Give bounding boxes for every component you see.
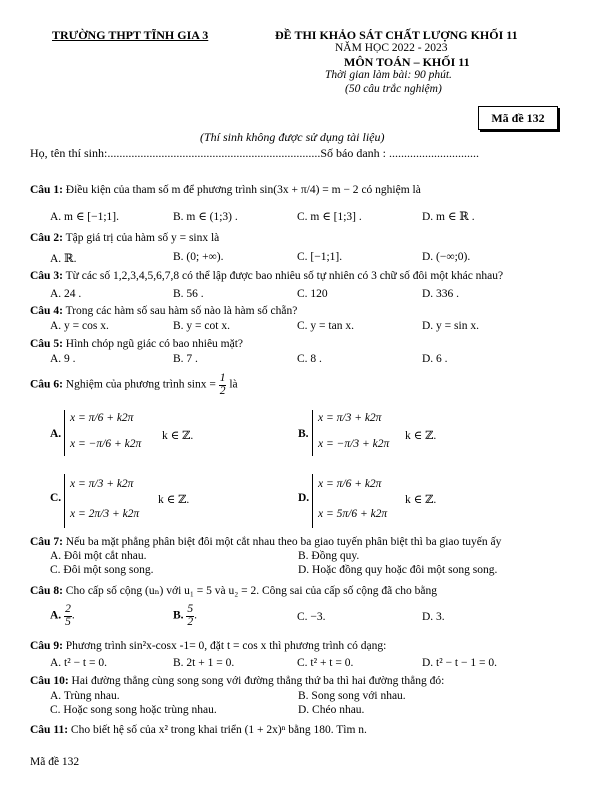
q8-option-d[interactable]: D. 3. (422, 611, 445, 623)
q7-option-b[interactable]: B. Đồng quy. (298, 550, 360, 562)
q1-option-d[interactable]: D. m ∈ ℝ . (422, 211, 475, 223)
q3-option-a[interactable]: A. 24 . (50, 288, 82, 300)
q1-equation: sin(3x + π/4) = m − 2 (259, 184, 359, 196)
exam-code-box: Mã đề 132 (478, 106, 558, 130)
time-limit: Thời gian làm bài: 90 phút. (325, 69, 452, 81)
q6-option-a-system[interactable]: x = π/6 + k2π x = −π/6 + k2π (64, 408, 144, 456)
q1-option-c[interactable]: C. m ∈ [1;3] . (297, 211, 362, 223)
q10-option-c[interactable]: C. Hoặc song song hoặc trùng nhau. (50, 704, 217, 716)
question-2: Câu 2: Tập giá trị của hàm số y = sinx là (30, 232, 220, 244)
q9-option-d[interactable]: D. t² − t − 1 = 0. (422, 657, 497, 669)
q6-option-d-label[interactable]: D. (298, 492, 310, 504)
exam-title: ĐỀ THI KHẢO SÁT CHẤT LƯỢNG KHỐI 11 (275, 28, 518, 42)
subject: MÔN TOÁN – KHỐI 11 (344, 55, 470, 69)
q10-option-a[interactable]: A. Trùng nhau. (50, 690, 120, 702)
q9-option-c[interactable]: C. t² + t = 0. (297, 657, 354, 669)
q10-option-d[interactable]: D. Chéo nhau. (298, 704, 365, 716)
q6-option-d-system[interactable]: x = π/6 + k2π x = 5π/6 + k2π (312, 472, 392, 530)
q6-option-b-k: k ∈ ℤ. (405, 430, 437, 442)
q4-option-d[interactable]: D. y = sin x. (422, 320, 479, 332)
q3-option-b[interactable]: B. 56 . (173, 288, 204, 300)
question-9: Câu 9: Phương trình sin²x-cosx -1= 0, đặt t = cos x thì phương trình có dạng: (30, 640, 387, 652)
q7-option-c[interactable]: C. Đôi một song song. (50, 564, 154, 576)
q9-option-b[interactable]: B. 2t + 1 = 0. (173, 657, 235, 669)
question-5: Câu 5: Hình chóp ngũ giác có bao nhiêu mặt? (30, 338, 244, 350)
q8-option-c[interactable]: C. −3. (297, 611, 326, 623)
question-4: Câu 4: Trong các hàm số sau hàm số nào là hàm số chẵn? (30, 305, 298, 317)
q6-option-c-system[interactable]: x = π/3 + k2π x = 2π/3 + k2π (64, 472, 144, 530)
q4-option-b[interactable]: B. y = cot x. (173, 320, 230, 332)
question-count: (50 câu trắc nghiệm) (345, 83, 442, 95)
q10-option-b[interactable]: B. Song song với nhau. (298, 690, 406, 702)
student-info-line: Họ, tên thí sinh:.......................................................................Số báo danh : .............................. (30, 146, 479, 160)
q2-option-b[interactable]: B. (0; +∞). (173, 251, 224, 263)
q9-option-a[interactable]: A. t² − t = 0. (50, 657, 107, 669)
q6-fraction: $\frac{1}{2}$ (219, 372, 226, 397)
school-year: NĂM HỌC 2022 - 2023 (335, 42, 448, 54)
q3-option-d[interactable]: D. 336 . (422, 288, 460, 300)
q1-option-a[interactable]: A. m ∈ [−1;1]. (50, 211, 119, 223)
q5-option-d[interactable]: D. 6 . (422, 353, 448, 365)
q2-option-c[interactable]: C. [−1;1]. (297, 251, 343, 263)
q4-option-a[interactable]: A. y = cos x. (50, 320, 109, 332)
q1-option-b[interactable]: B. m ∈ (1;3) . (173, 211, 238, 223)
question-8: Câu 8: Cho cấp số cộng (uₙ) với u₁ = 5 và u₂ = 2. Công sai của cấp số cộng đã cho bằng (30, 585, 437, 597)
question-10: Câu 10: Hai đường thẳng cùng song song với đường thẳng thứ ba thì hai đường thẳng đó: (30, 675, 445, 687)
no-materials-note: (Thí sinh không được sử dụng tài liệu) (200, 130, 385, 144)
q6-option-a-k: k ∈ ℤ. (162, 430, 194, 442)
q5-option-c[interactable]: C. 8 . (297, 353, 322, 365)
q5-option-b[interactable]: B. 7 . (173, 353, 198, 365)
question-11: Câu 11: Cho biết hệ số của x² trong khai triển (1 + 2x)ⁿ bằng 180. Tìm n. (30, 724, 367, 736)
school-name: TRƯỜNG THPT TĨNH GIA 3 (52, 28, 209, 42)
q4-option-c[interactable]: C. y = tan x. (297, 320, 354, 332)
q8-option-a[interactable]: A. $\frac{2}{5}$ . (50, 603, 75, 628)
q2-option-a[interactable]: A. ℝ. (50, 253, 77, 265)
question-1: Câu 1: Điều kiện của tham số m để phương trình sin(3x + π/4) = m − 2 có nghiệm là (30, 184, 421, 196)
q3-option-c[interactable]: C. 120 (297, 288, 328, 300)
q7-option-d[interactable]: D. Hoặc đồng quy hoặc đôi một song song. (298, 564, 498, 576)
question-6: Câu 6: Nghiệm của phương trình sinx = $\frac{1}{2}$ là (30, 372, 238, 397)
q6-option-c-label[interactable]: C. (50, 492, 62, 504)
q6-option-b-label[interactable]: B. (298, 428, 309, 440)
q8-option-b[interactable]: B. $\frac{5}{2}$ . (173, 603, 198, 628)
q6-option-d-k: k ∈ ℤ. (405, 494, 437, 506)
q2-option-d[interactable]: D. (−∞;0). (422, 251, 471, 263)
q6-option-c-k: k ∈ ℤ. (158, 494, 190, 506)
q5-option-a[interactable]: A. 9 . (50, 353, 76, 365)
question-3: Câu 3: Từ các số 1,2,3,4,5,6,7,8 có thể lập được bao nhiêu số tự nhiên có 3 chữ số đôi một khác nhau? (30, 270, 504, 282)
q6-option-b-system[interactable]: x = π/3 + k2π x = −π/3 + k2π (312, 408, 392, 456)
q7-option-a[interactable]: A. Đôi một cắt nhau. (50, 550, 147, 562)
question-7: Câu 7: Nếu ba mặt phẳng phân biệt đôi một cắt nhau theo ba giao tuyến phân biệt thì ba giao tuyến ấy (30, 536, 502, 548)
footer-exam-code: Mã đề 132 (30, 756, 80, 768)
q6-option-a-label[interactable]: A. (50, 428, 62, 440)
